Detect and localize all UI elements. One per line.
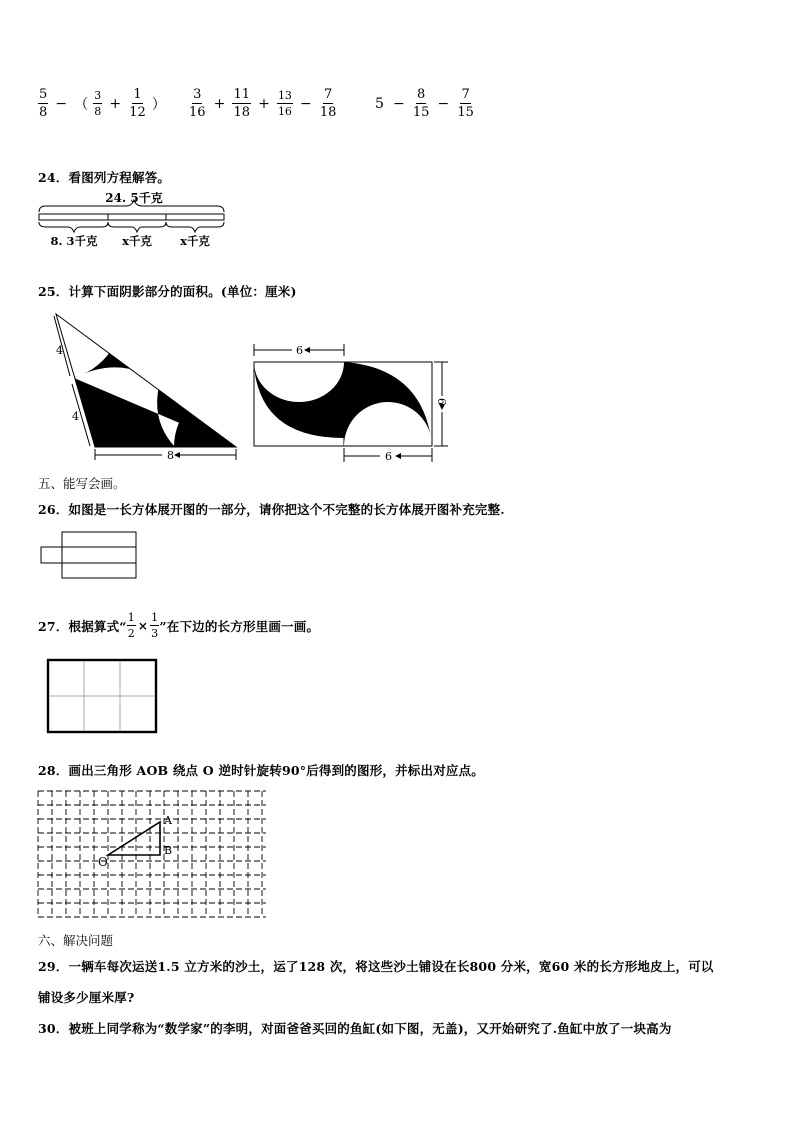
fraction: $\frac{5}{8}$ (39, 87, 48, 120)
label-6-side: 6 (435, 398, 448, 405)
segment-bar (39, 214, 224, 220)
label-o: O (98, 855, 108, 869)
question-26-text: 26．如图是一长方体展开图的一部分，请你把这个不完整的长方体展开图补充完整. (38, 502, 505, 517)
fraction: $\frac{13}{16}$ (277, 89, 292, 118)
label-4-top: 4 (56, 344, 63, 357)
label-b: B (164, 844, 173, 857)
dashed-grid (38, 791, 266, 917)
fraction: $\frac{3}{8}$ (94, 89, 102, 118)
fraction: $\frac{11}{18}$ (233, 87, 251, 120)
question-29-line2: 铺设多少厘米厚? (38, 990, 135, 1005)
total-label: 24. 5千克 (105, 192, 163, 205)
fraction: $\frac{8}{15}$ (412, 87, 430, 120)
seg3-label: x千克 (180, 234, 210, 248)
expression-3: 5 − $\frac{8}{15}$ − $\frac{7}{15}$ (375, 87, 474, 120)
fraction: $\frac{3}{16}$ (189, 87, 206, 120)
label-a: A (164, 814, 172, 827)
q25-rectangle-figure (248, 338, 458, 466)
fraction: $\frac{7}{15}$ (457, 87, 474, 120)
fraction: $\frac{1}{2}$ (127, 611, 135, 640)
label-6-bottom: 6 (385, 450, 392, 463)
label-6-top: 6 (296, 344, 303, 357)
q25-triangle-figure (40, 310, 245, 465)
question-27-text: 27．根据算式“ $\frac{1}{2}$ × $\frac{1}{3}$ ”在下边的长方形里画一画。 (38, 611, 320, 640)
expression-1: $\frac{5}{8}$ − （ $\frac{3}{8}$ + $\frac{1}{12}$ ） (39, 87, 166, 120)
section-5-heading: 五、能写会画。 (38, 476, 126, 491)
net-main-rect (62, 532, 136, 578)
question-28-text: 28．画出三角形 AOB 绕点 O 逆时针旋转90°后得到的图形，并标出对应点。 (38, 763, 484, 778)
bottom-brace (108, 222, 166, 232)
q28-grid-figure (36, 789, 270, 921)
fraction: $\frac{1}{12}$ (129, 87, 146, 120)
bottom-brace (39, 222, 108, 232)
section-6-heading: 六、解决问题 (38, 933, 114, 948)
label-4-mid: 4 (72, 410, 79, 423)
fraction: $\frac{7}{18}$ (319, 87, 337, 120)
expression-2: $\frac{3}{16}$ + $\frac{11}{18}$ + $\frac{13}{16}$ − $\frac{7}{18}$ (189, 87, 337, 120)
net-side-rect (41, 547, 62, 563)
question-24-text: 24．看图列方程解答。 (38, 170, 171, 185)
q27-grid-rectangle (46, 658, 160, 736)
question-25-text: 25．计算下面阴影部分的面积。(单位：厘米) (38, 284, 297, 299)
q26-net-diagram (38, 530, 143, 582)
q24-line-diagram (34, 192, 234, 250)
seg1-label: 8. 3千克 (50, 234, 98, 248)
question-29-line1: 29．一辆车每次运送1.5 立方米的沙土，运了128 次，将这些沙土铺设在长800 分米，宽60 米的长方形地皮上，可以 (38, 959, 714, 974)
bottom-brace (166, 222, 224, 232)
triangle-aob (108, 822, 160, 855)
seg2-label: x千克 (122, 234, 152, 248)
label-8: 8 (167, 449, 174, 462)
question-30-line1: 30．被班上同学称为“数学家”的李明，对面爸爸买回的鱼缸(如下图，无盖)，又开始研究了.鱼缸中放了一块高为 (38, 1021, 672, 1036)
fraction: $\frac{1}{3}$ (151, 611, 159, 640)
